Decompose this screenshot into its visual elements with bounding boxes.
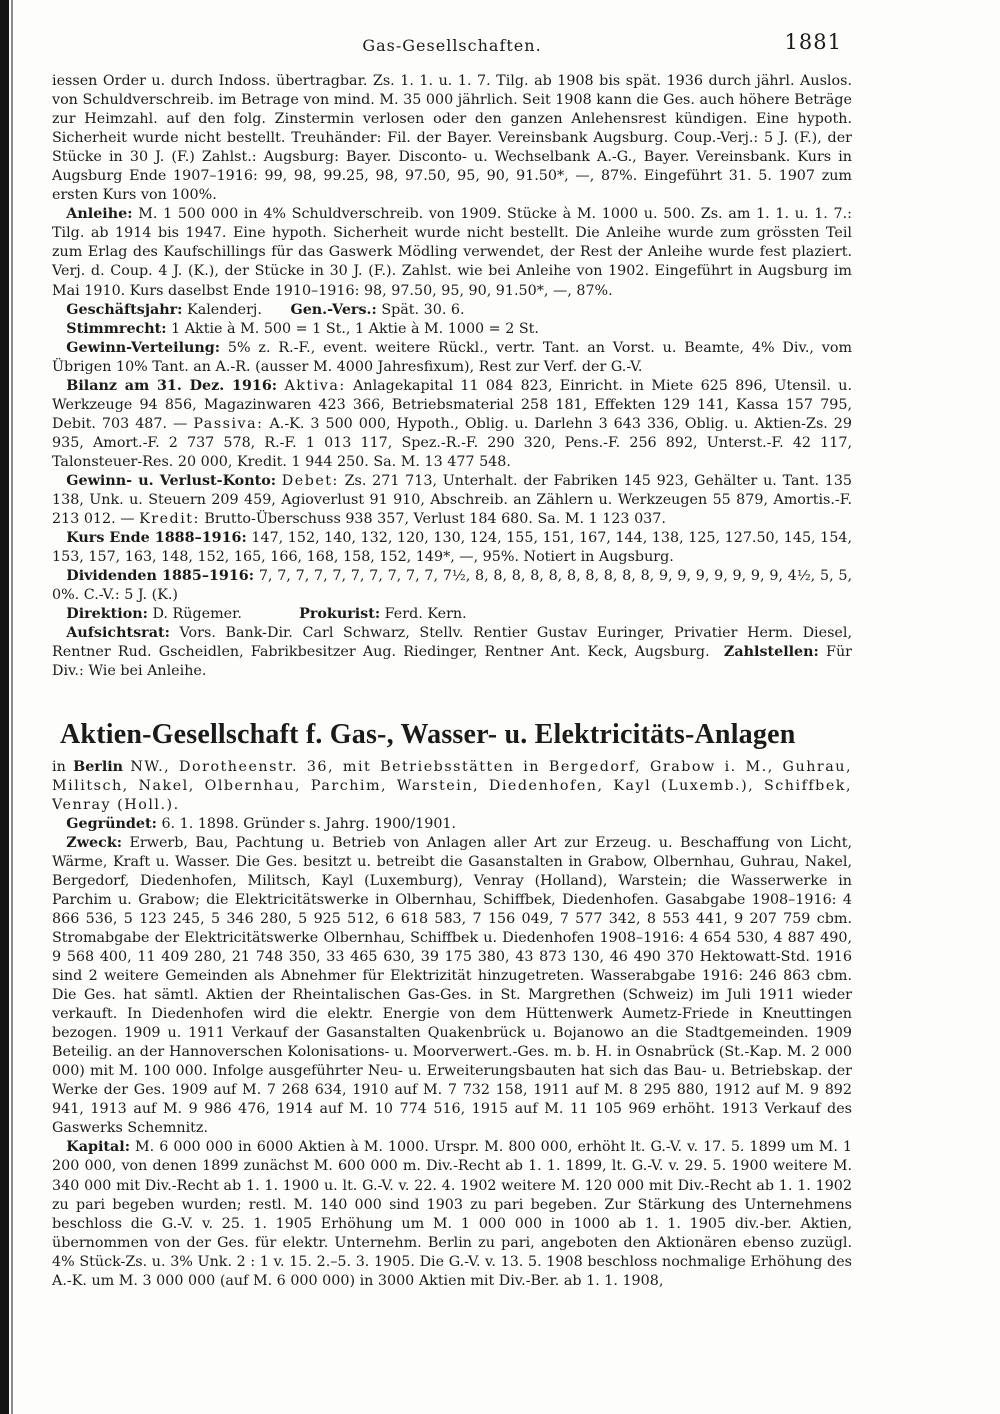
- gewinn-verteilung-text: 5% z. R.-F., event. weitere Rückl., vertr. Tant. an Vorst. u. Beamte, 4% Div., vom Übrigen 10% Tant. an A.-R. (ausser M. 4000 Jahresfixum), Rest zur Verf. der G.-V.: [52, 339, 852, 375]
- prokurist-text: Ferd. Kern.: [384, 606, 467, 623]
- bilanz-paragraph: [52, 377, 852, 472]
- passiva-label: Passiva:: [193, 415, 264, 432]
- section-previous-company: [52, 72, 852, 682]
- anleihe-label: Anleihe:: [66, 206, 133, 223]
- stimmrecht-text: 1 Aktie à M. 500 = 1 St., 1 Aktie à M. 1000 = 2 St.: [171, 320, 539, 337]
- anleihe-text: M. 1 500 000 in 4% Schuldverschreib. von 1909. Stücke à M. 1000 u. 500. Zs. am 1. 1. u. 1. 7.: Tilg. ab 1914 bis 1947. Eine hypoth. Sicherheit wurde nicht bestellt. Die Anleihe wurde zum grössten Teil zum Erlag des Kaufschillings für das Gaswerk Mödling verwendet, der Rest der Anleihe wurde fest plaziert. Verj. d. Coup. 4 J. (K.), der Stücke in 30 J. (F.). Zahlst. wie bei Anleihe von 1902. Eingeführt in Augsburg im Mai 1910. Kurs daselbst Ende 1910–1916: 98, 97.50, 95, 90, 91.50*, —, 87%.: [52, 206, 852, 299]
- book-spine-edge: [0, 0, 9, 1414]
- debet-label: Debet:: [281, 472, 339, 489]
- passiva-text: A.-K. 3 500 000, Hypoth., Oblig. u. Darlehn 3 643 336, Oblig. u. Aktien-Zs. 29 935, Amort.-F. 2 737 578, R.-F. 1 013 117, Spez.-R.-F. 290 320, Pens.-F. 256 892, Unterst.-F. 42 117, Talonsteuer-Res. 20 000, Kredit. 1 944 250. Sa. M. 13 477 548.: [52, 415, 853, 470]
- section-company-entry: [52, 758, 852, 1291]
- gen-vers-text: Spät. 30. 6.: [381, 301, 465, 318]
- kurse-paragraph: [52, 529, 852, 567]
- gewinn-verteilung-paragraph: [52, 339, 852, 377]
- page-number: 1881: [784, 30, 842, 54]
- running-title: Gas-Gesellschaften.: [362, 36, 542, 55]
- dividenden-label: Dividenden 1885–1916:: [66, 568, 255, 585]
- gegruendet-text: 6. 1. 1898. Gründer s. Jahrg. 1900/1901.: [161, 815, 457, 832]
- geschaeftsjahr-text: Kalenderj.: [187, 301, 262, 318]
- location-paragraph: [52, 758, 852, 815]
- aktiva-text: Anlagekapital 11 084 823, Einricht. in Miete 625 896, Utensil. u. Werkzeuge 94 856, Magazinwaren 423 366, Betriebsmaterial 258 181, Effekten 129 141, Kassa 157 795, Debit. 703 487. —: [52, 377, 853, 432]
- aufsichtsrat-text: Vors. Bank-Dir. Carl Schwarz, Stellv. Rentier Gustav Euringer, Privatier Herm. Diesel, Rentner Rud. Gscheidlen, Fabrikbesitzer Aug. Riedinger, Rentner Ant. Keck, Augsburg.: [52, 625, 853, 661]
- location-text: NW., Dorotheenstr. 36, mit Betriebsstätten in Bergedorf, Grabow i. M., Guhrau, Militsch, Nakel, Olbernhau, Parchim, Warstein, Diedenhofen, Kayl (Luxemb.), Schiffbek, Venray (Holl.).: [52, 758, 853, 813]
- page-header: [52, 30, 852, 64]
- gewinn-verlust-paragraph: [52, 472, 852, 529]
- gewinn-verlust-label: Gewinn- u. Verlust-Konto:: [66, 472, 277, 489]
- kredit-label: Kredit:: [139, 511, 200, 528]
- zweck-label: Zweck:: [66, 834, 123, 851]
- bond-terms-paragraph: iessen Order u. durch Indoss. übertragbar. Zs. 1. 1. u. 1. 7. Tilg. ab 1908 bis spät. 1936 durch jährl. Auslos. von Schuldverschreib. im Betrage von mind. M. 35 000 jährlich. Seit 1908 kann die Ges. auch höhere Beträge zur Heimzahl. auf den folg. Zinstermin verlosen oder den ganzen Anlehensrest kündigen. Eine hypoth. Sicherheit wurde nicht bestellt. Treuhänder: Fil. der Bayer. Vereinsbank Augsburg. Coup.-Verj.: 5 J. (F.), der Stücke in 30 J. (F.) Zahlst.: Augsburg: Bayer. Disconto- u. Wechselbank A.-G., Bayer. Vereinsbank. Kurs in Augsburg Ende 1907–1916: 99, 98, 99.25, 98, 97.50, 95, 90, 91.50*, —, 87%. Eingeführt 31. 5. 1907 zum ersten Kurs von 100%.: [52, 73, 852, 204]
- gen-vers-label: Gen.-Vers.:: [290, 301, 377, 318]
- zahlstellen-label: Zahlstellen:: [723, 644, 819, 661]
- stimmrecht-paragraph: [52, 320, 852, 339]
- document-page: [52, 30, 852, 1291]
- zahlstellen-text: Für Div.: Wie bei Anleihe.: [52, 644, 852, 680]
- prokurist-label: Prokurist:: [299, 606, 381, 623]
- geschaeftsjahr-paragraph: [52, 301, 852, 320]
- location-prefix: in: [52, 758, 66, 775]
- direktion-label: Direktion:: [66, 606, 148, 623]
- kurse-text: 147, 152, 140, 132, 120, 130, 124, 155, 151, 167, 144, 138, 125, 127.50, 145, 154, 153, 157, 163, 148, 152, 165, 166, 168, 158, 152, 149*, —, 95%. Notiert in Augsburg.: [52, 530, 853, 566]
- location-city: Berlin: [73, 758, 124, 775]
- dividenden-text: 7, 7, 7, 7, 7, 7, 7, 7, 7, 7, 7½, 8, 8, 8, 8, 8, 8, 8, 8, 8, 8, 9, 9, 9, 9, 9, 9, 9, 4½, 5, 5, 0%. C.-V.: 5 J. (K.): [52, 568, 853, 604]
- aktiva-label: Aktiva:: [284, 377, 346, 394]
- kapital-text: M. 6 000 000 in 6000 Aktien à M. 1000. Urspr. M. 800 000, erhöht lt. G.-V. v. 17. 5. 1899 um M. 1 200 000, von denen 1899 zunächst M. 600 000 m. Div.-Recht ab 1. 1. 1899, lt. G.-V. v. 29. 5. 1900 weitere M. 340 000 mit Div.-Recht ab 1. 1. 1900 u. lt. G.-V. v. 22. 4. 1902 weitere M. 120 000 mit Div.-Recht ab 1. 1. 1902 zu pari begeben wurden; restl. M. 140 000 sind 1903 zu pari begeben. Zur Stärkung des Unternehmens beschloss die G.-V. v. 25. 1. 1905 Erhöhung um M. 1 000 000 in 1000 ab 1. 1. 1905 div.-ber. Aktien, übernommen von der Ges. für elektr. Unternehm. Berlin zu pari, angeboten den Aktionären ebenso zuzügl. 4% Stück-Zs. u. 3% Unk. 2 : 1 v. 15. 2.–5. 3. 1905. Die G.-V. v. 13. 5. 1908 beschloss nochmalige Erhöhung des A.-K. um M. 3 000 000 (auf M. 6 000 000) in 3000 Aktien mit Div.-Ber. ab 1. 1. 1908,: [52, 1139, 852, 1289]
- zweck-text: Erwerb, Bau, Pachtung u. Betrieb von Anlagen aller Art zur Erzeug. u. Beschaffung von Licht, Wärme, Kraft u. Wasser. Die Ges. besitzt u. betreibt die Gasanstalten in Grabow, Olbernhau, Guhrau, Nakel, Bergedorf, Diedenhofen, Militsch, Kayl (Luxemburg), Venray (Holland), Warstein; die Wasserwerke in Parchim u. Grabow; die Elektricitätswerke in Olbernhau, Schiffbek, Diedenhofen. Gasabgabe 1908–1916: 4 866 536, 5 123 245, 5 346 280, 5 925 512, 6 618 583, 7 156 049, 7 577 342, 8 553 441, 9 207 759 cbm. Stromabgabe der Elektricitätswerke Olbernhau, Schiffbek u. Diedenhofen 1908–1916: 4 654 530, 4 887 490, 9 568 400, 11 409 280, 21 748 350, 33 465 630, 39 175 380, 43 873 130, 46 490 370 Hektowatt-Std. 1916 sind 2 weitere Gemeinden als Abnehmer für Elektrizität hinzugetreten. Wasserabgabe 1916: 246 863 cbm. Die Ges. hat sämtl. Aktien der Rheintalischen Gas-Ges. in St. Margrethen (Schweiz) im Juli 1911 wieder verkauft. In Diedenhofen wird die elektr. Energie von dem Hüttenwerk Aumetz-Friede in Kneuttingen bezogen. 1909 u. 1911 Verkauf der Gasanstalten Quakenbrück u. Bojanowo an die Stadtgemeinden. 1909 Beteilig. an der Hannoverschen Kolonisations- u. Moorverwert.-Ges. m. b. H. in Osnabrück (St.-Kap. M. 2 000 000) mit M. 100 000. Infolge ausgeführter Neu- u. Erweiterungsbauten hat sich das Bau- u. Betriebskap. der Werke der Ges. 1909 auf M. 7 268 634, 1910 auf M. 7 732 158, 1911 auf M. 8 295 880, 1912 auf M. 9 892 941, 1913 auf M. 9 986 476, 1914 auf M. 10 774 516, 1915 auf M. 11 105 969 erhöht. 1913 Verkauf des Gaswerks Schemnitz.: [52, 834, 852, 1137]
- kapital-label: Kapital:: [66, 1139, 130, 1156]
- direktion-paragraph: [52, 605, 852, 624]
- aufsichtsrat-label: Aufsichtsrat:: [66, 625, 170, 642]
- bilanz-label: Bilanz am 31. Dez. 1916:: [66, 377, 278, 394]
- kurse-label: Kurs Ende 1888–1916:: [66, 530, 247, 547]
- debet-text: Zs. 271 713, Unterhalt. der Fabriken 145 923, Gehälter u. Tant. 135 138, Unk. u. Steuern 209 459, Agioverlust 91 910, Abschreib. an Zählern u. Werkzeugen 55 879, Amortis.-F. 213 012. —: [52, 472, 853, 528]
- stimmrecht-label: Stimmrecht:: [66, 320, 167, 337]
- geschaeftsjahr-label: Geschäftsjahr:: [66, 301, 183, 318]
- anleihe-paragraph: [52, 205, 852, 300]
- gegruendet-label: Gegründet:: [66, 815, 157, 832]
- gewinn-verteilung-label: Gewinn-Verteilung:: [66, 339, 221, 356]
- kredit-text: Brutto-Überschuss 938 357, Verlust 184 680. Sa. M. 1 123 037.: [204, 511, 666, 528]
- kapital-paragraph: [52, 1138, 852, 1290]
- dividenden-paragraph: [52, 567, 852, 605]
- book-spine-line: [11, 0, 13, 1414]
- zweck-paragraph: [52, 834, 852, 1139]
- direktion-text: D. Rügemer.: [152, 606, 242, 623]
- aufsichtsrat-paragraph: [52, 624, 852, 681]
- company-heading: Aktien-Gesellschaft f. Gas-, Wasser- u. Elektricitäts-Anlagen: [60, 718, 796, 750]
- gegruendet-paragraph: [52, 815, 852, 834]
